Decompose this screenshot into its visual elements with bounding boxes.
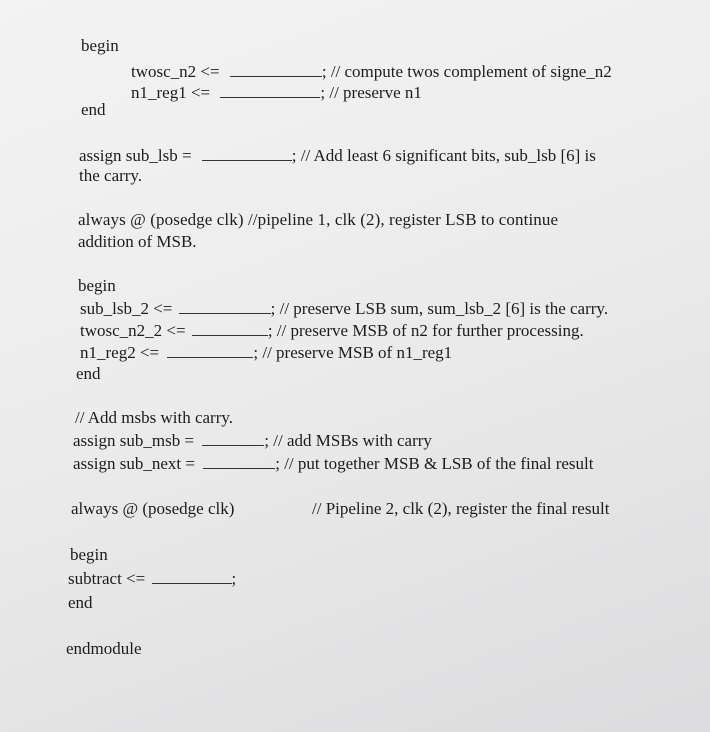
fill-in-blank [202, 146, 292, 161]
code-text: sub_lsb_2 <= [80, 299, 173, 318]
code-text: assign sub_next = [73, 454, 195, 473]
code-line-subtract [68, 569, 236, 589]
fill-in-blank [179, 299, 271, 314]
code-comment: ; // put together MSB & LSB of the final result [275, 454, 594, 473]
end-keyword-2: end [76, 364, 101, 383]
code-comment-pipeline-2: // Pipeline 2, clk (2), register the final result [312, 499, 610, 518]
begin-keyword-1: begin [81, 36, 119, 55]
code-line-continuation: the carry. [79, 166, 143, 185]
fill-in-blank [167, 343, 253, 358]
code-comment: ; // add MSBs with carry [264, 431, 432, 450]
code-comment: ; // preserve MSB of n1_reg1 [253, 343, 453, 362]
code-line-assign-sub-lsb [79, 146, 596, 166]
end-keyword-1: end [81, 100, 106, 119]
fill-in-blank [230, 62, 322, 77]
fill-in-blank [192, 321, 268, 336]
code-text: n1_reg1 <= [131, 83, 211, 102]
fill-in-blank [202, 431, 264, 446]
code-text: subtract <= [68, 569, 146, 588]
code-line-twosc-n2 [131, 62, 612, 82]
end-keyword-3: end [68, 593, 93, 612]
code-line-n1-reg1 [131, 83, 422, 103]
begin-keyword-2: begin [78, 276, 116, 295]
code-text: twosc_n2 <= [131, 62, 220, 81]
fill-in-blank [220, 83, 320, 98]
comment-add-msbs: // Add msbs with carry. [75, 408, 234, 427]
code-comment: ; // Add least 6 significant bits, sub_lsb [6] is [291, 146, 596, 165]
endmodule-keyword: endmodule [66, 639, 142, 658]
code-comment: ; // preserve LSB sum, sum_lsb_2 [6] is the carry. [270, 299, 609, 318]
code-line-twosc-n2-2 [80, 321, 584, 341]
code-text: assign sub_msb = [73, 431, 195, 450]
code-line-always-pipeline-2: always @ (posedge clk) [71, 499, 235, 518]
code-semicolon: ; [231, 569, 237, 588]
fill-in-blank [152, 569, 232, 584]
code-line-n1-reg2 [80, 343, 452, 363]
code-line-assign-sub-msb [73, 431, 432, 451]
fill-in-blank [203, 454, 275, 469]
code-line-assign-sub-next [73, 454, 594, 474]
code-line-sub-lsb-2 [80, 299, 608, 319]
code-text: n1_reg2 <= [80, 343, 160, 362]
code-line-always-pipeline-1: always @ (posedge clk) //pipeline 1, clk (2), register LSB to continue [78, 210, 559, 229]
code-comment: ; // preserve MSB of n2 for further processing. [267, 321, 584, 340]
code-comment: ; // preserve n1 [320, 83, 422, 102]
code-line-continuation: addition of MSB. [78, 232, 197, 251]
code-comment: ; // compute twos complement of signe_n2 [321, 62, 612, 81]
code-text: twosc_n2_2 <= [80, 321, 186, 340]
begin-keyword-3: begin [70, 545, 108, 564]
code-text: assign sub_lsb = [79, 146, 192, 165]
